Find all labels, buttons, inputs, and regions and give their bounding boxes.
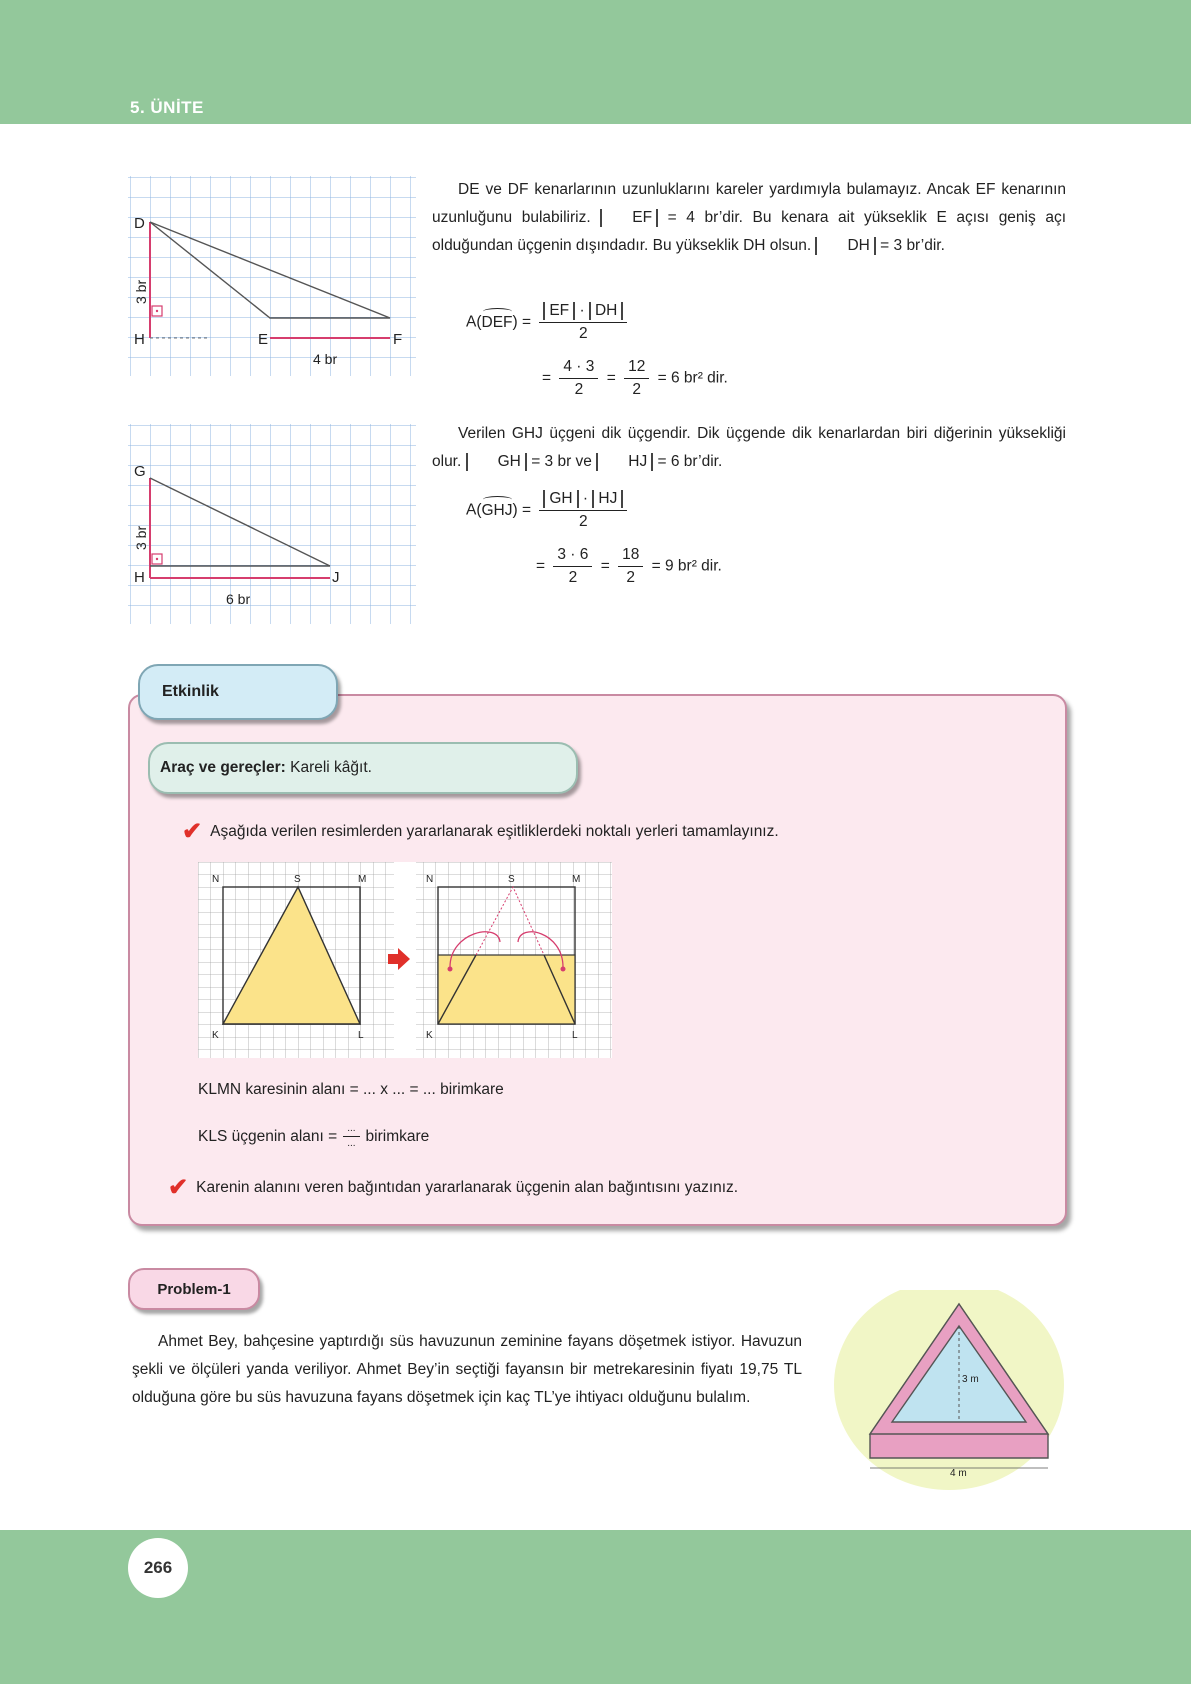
fig-l: L (358, 1030, 364, 1041)
problem-text: Ahmet Bey, bahçesine yaptırdığı süs havuzunun zeminine fayans döşetmek istiyor. Havuzun şekli ve ölçüleri yanda veriliyor. Ahmet Bey’in seçtiği fayansın bir metrekaresinin fiyatı 19,75 TL olduğuna göre bu süs havuzuna fayans döşetmek için kaç TL’ye ihtiyacı olduğunu bulalım. (132, 1333, 802, 1406)
fig2-s: S (508, 874, 515, 885)
tools-label: Araç ve gereçler: (160, 759, 286, 776)
pool-figure (834, 1290, 1064, 1490)
section1-paragraph: DE ve DF kenarlarının uzunluklarını kareler yardımıyla bulamayız. Ancak EF kenarının uzunluğunu bulabiliriz. EF = 4 br’dir. Bu kenara ait yükseklik E açısı geniş açı olduğundan üçgenin dışındadır. Bu yükseklik DH olsun. DH = 3 br’dir. (432, 181, 1067, 254)
instruction-2: ✔ Karenin alanını veren bağıntıdan yararlanarak üçgenin alan bağıntısını yazınız. (168, 1174, 739, 1201)
height-label2: 3 br (133, 525, 149, 550)
instruction-1: ✔ Aşağıda verilen resimlerden yararlanarak eşitliklerdeki noktalı yerleri tamamlayınız. (182, 818, 779, 845)
height-label: 3 br (133, 279, 149, 304)
pool-height-label: 3 m (962, 1374, 979, 1385)
triangle-ghj-figure (128, 424, 416, 624)
fig-n: N (212, 874, 220, 885)
area-result-ghj: = $\frac{3 \cdot 6}{2}$ = $\frac{18}{2}$ = 9 br² dir. (536, 546, 722, 586)
label-j: J (332, 569, 340, 586)
triangle-area-line: KLS üçgenin alanı = $\frac{...}{...}$ birimkare (198, 1123, 430, 1149)
square-triangle-figure (198, 862, 612, 1058)
activity-title: Etkinlik (138, 664, 338, 720)
unit-label: 5. ÜNİTE (130, 98, 204, 117)
check-icon-2: ✔ (168, 1174, 189, 1201)
label-h: H (134, 331, 145, 348)
fig-m: M (358, 874, 367, 885)
problem-title: Problem-1 (128, 1268, 260, 1310)
pool-base-label: 4 m (950, 1468, 967, 1479)
label-e: E (258, 331, 269, 348)
fig-s: S (294, 874, 301, 885)
area-formula-ghj: A(GHJ) = $\frac{GH \cdot HJ}{2}$ (466, 490, 866, 531)
base-label2: 6 br (226, 591, 251, 607)
label-g: G (134, 463, 146, 480)
label-h2: H (134, 569, 145, 586)
fig-k: K (212, 1030, 219, 1041)
tools-box (148, 742, 578, 794)
fig2-k: K (426, 1030, 433, 1041)
page-number: 266 (128, 1538, 188, 1598)
triangle-def-figure (128, 176, 416, 376)
check-icon: ✔ (182, 818, 203, 845)
fig2-n: N (426, 874, 434, 885)
area-formula-def: A(DEF) = $\frac{EF \cdot DH}{2}$ (466, 302, 866, 343)
base-label: 4 br (313, 351, 338, 367)
square-area-line: KLMN karesinin alanı = ... x ... = ... birimkare (198, 1081, 504, 1098)
label-d: D (134, 215, 145, 232)
fig2-m: M (572, 874, 581, 885)
label-f: F (393, 331, 403, 348)
tools-value: Kareli kâğıt. (290, 759, 372, 776)
fig2-l: L (572, 1030, 578, 1041)
area-result-def: = $\frac{4 \cdot 3}{2}$ = $\frac{12}{2}$ = 6 br² dir. (542, 358, 728, 398)
section2-paragraph: Verilen GHJ üçgeni dik üçgendir. Dik üçgende dik kenarlardan biri diğerinin yüksekliği olur. GH = 3 br ve HJ = 6 br’dir. (432, 425, 1066, 470)
